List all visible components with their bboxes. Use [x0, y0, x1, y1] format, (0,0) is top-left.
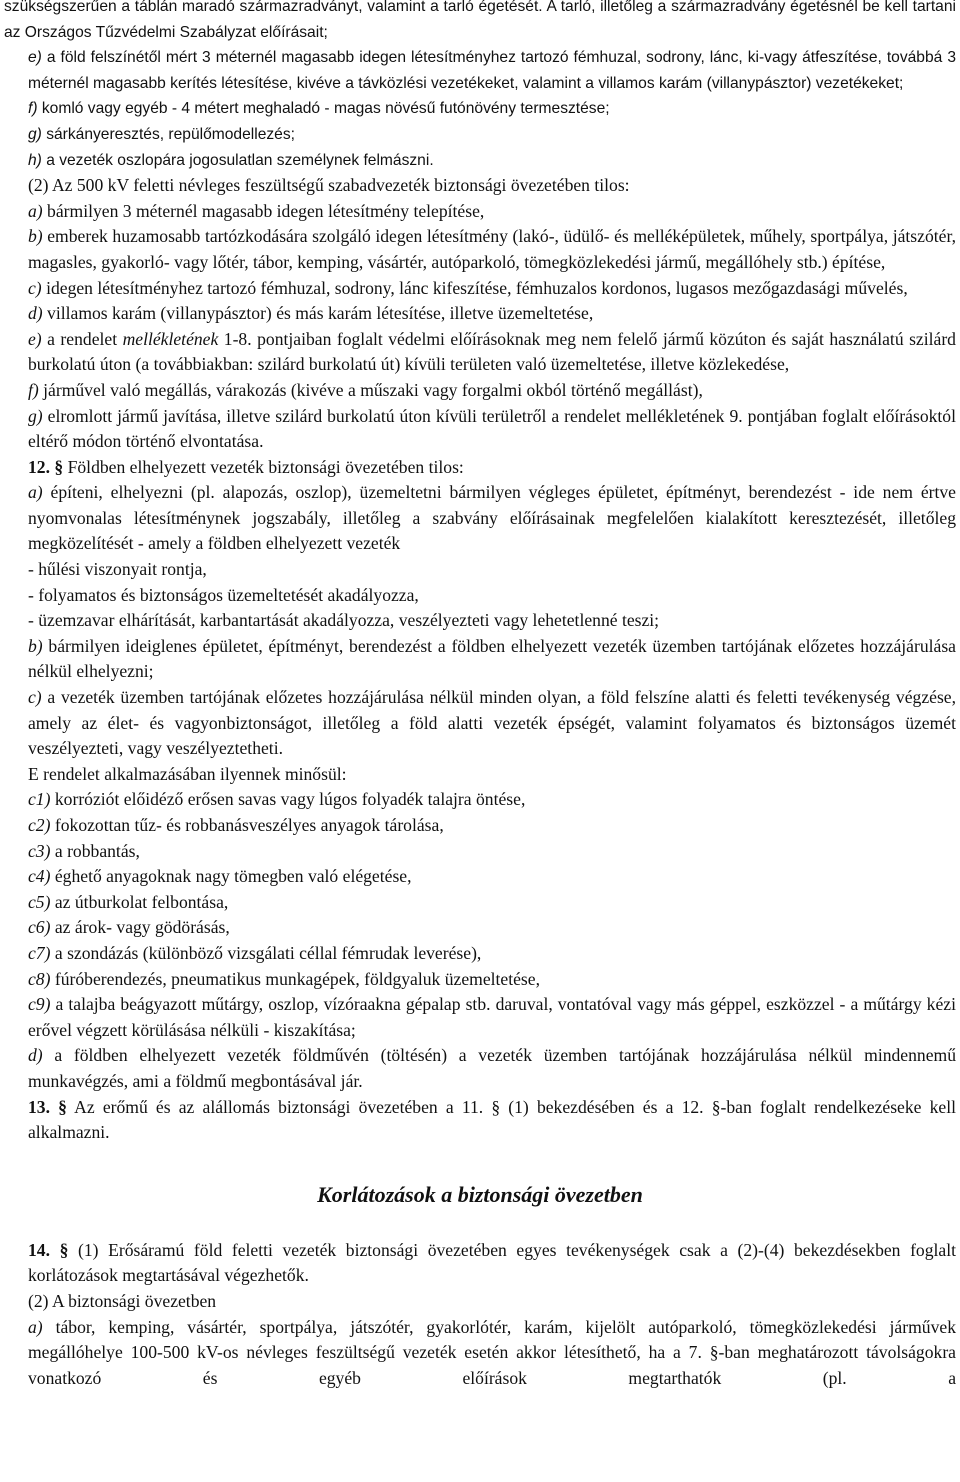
section-heading: Korlátozások a biztonsági övezetben	[317, 1181, 643, 1207]
item-e-metal-wire: e) a föld felszínétől mért 3 méternél magasabb idegen létesítményhez tartozó fémhuzal, sodrony, lánc, ki-vagy átfeszítése, továbbá 3 méternél magasabb kerítés létesítése, kivéve a távközlési vezetékeket, valamint a villamos karám (villanypásztor) vezetékeket;	[28, 49, 956, 92]
s12-dash-1: - hűlési viszonyait rontja,	[28, 559, 207, 580]
item-d-electric-fence: d) villamos karám (villanypásztor) és más karám létesítése, illetve üzemeltetése,	[28, 303, 594, 324]
section-sign-icon: §	[59, 1239, 69, 1260]
item-g-repair: g) elromlott jármű javítása, illetve szilárd burkolatú úton kívüli területről a rendelet mellékletének 9. pontjában foglalt előírásoktól eltérő módon történő elvontatása.	[28, 405, 956, 452]
s12-item-c6: c6) az árok- vagy gödörásás,	[28, 917, 230, 938]
section-14-para-2: (2) A biztonsági övezetben	[28, 1290, 217, 1311]
s12-dash-3: - üzemzavar elhárítását, karbantartását akadályozza, veszélyezteti vagy lehetetlenné teszi;	[28, 610, 660, 631]
s12-definition-intro: E rendelet alkalmazásában ilyennek minősül:	[28, 763, 347, 784]
s12-item-c7: c7) a szondázás (különböző vizsgálati céllal fémrudak leverése),	[28, 942, 482, 963]
s12-item-c3: c3) a robbantás,	[28, 840, 140, 861]
paragraph-500kv-intro: (2) Az 500 kV feletti névleges feszültségű szabadvezeték biztonsági övezetében tilos:	[28, 175, 630, 196]
s12-dash-2: - folyamatos és biztonságos üzemeltetését akadályozza,	[28, 584, 419, 605]
item-b-buildings: b) emberek huzamosabb tartózkodására szolgáló idegen létesítmény (lakó-, üdülő- és melléképületek, műhely, sportpálya, játszótér, magasles, gyakorló- vagy lőtér, tábor, kemping, vásártér, autóparkoló, tömegközlekedési jármű, megállóhely stb.) építése,	[28, 226, 956, 272]
item-g-kites: g) sárkányeresztés, repülőmodellezés;	[28, 125, 295, 143]
s14-item-a: a) tábor, kemping, vásártér, sportpálya, játszótér, gyakorlótér, karám, kijelölt autóparkoló, tömegközlekedési járművek megállóhelye 100-500 kV-os névleges feszültségű vezeték esetén akkor létesíthető, ha a 7. §-ban meghatározott távolságokra vonatkozó és egyéb előírások megtarthatók (pl. a	[28, 1316, 956, 1388]
section-sign-icon: §	[54, 456, 64, 477]
s12-item-d: d) a földben elhelyezett vezeték földművén (töltésén) a vezeték üzemben tartójának hozzájárulása nélkül mindennemű munkavégzés, ami a földmű megbontásával jár.	[28, 1045, 956, 1091]
item-f-stopping: f) járművel való megállás, várakozás (kivéve a műszaki vagy forgalmi okból történő megállást),	[28, 379, 703, 400]
s12-item-c5: c5) az útburkolat felbontása,	[28, 891, 229, 912]
s12-item-c8: c8) fúróberendezés, pneumatikus munkagépek, földgyaluk üzemeltetése,	[28, 968, 540, 989]
item-a-facility: a) bármilyen 3 méternél magasabb idegen létesítmény telepítése,	[28, 200, 485, 221]
item-h-climbing: h) a vezeték oszlopára jogosulatlan személynek felmászni.	[28, 151, 434, 169]
s12-item-c: c) a vezeték üzemben tartójának előzetes hozzájárulása nélkül minden olyan, a föld felszíne alatti és feletti tevékenység végzése, amely az élet- és vagyonbiztonságot, illetőleg a föld alatti vezeték épségét, valamint folyamatos és biztonságos üzemét veszélyezteti, vagy veszélyeztetheti.	[28, 687, 956, 759]
s12-item-a: a) építeni, elhelyezni (pl. alapozás, oszlop), üzemeltetni bármilyen végleges épületet, építményt, berendezést - ide nem értve nyomvonalas létesítménynek jogszabály, illetőleg a szabvány előírásainak megfelelően kialakított keresztezését, illetőleg megközelítését - amely a földben elhelyezett vezeték	[28, 482, 956, 554]
item-e-vehicles: e) a rendelet mellékletének 1-8. pontjaiban foglalt védelmi előírásoknak meg nem felelő jármű közúton és saját használatú szilárd burkolatú úton (a továbbiakban: szilárd burkolatú út) kívüli területen való üzemeltetése, illetve közlekedése,	[28, 328, 956, 375]
section-13: 13. § Az erőmű és az alállomás biztonsági övezetében a 11. § (1) bekezdésében és a 12. §-ban foglalt rendelkezéseke kell alkalmazni.	[28, 1096, 956, 1143]
paragraph-stubble-burning: szükségszerűen a táblán maradó származradványt, valamint a tarló égetését. A tarló, illetőleg a származradvány égetésnél be kell tartani az Országos Tűzvédelmi Szabályzat előírásait;	[4, 0, 956, 41]
item-c-wire-tension: c) idegen létesítményhez tartozó fémhuzal, sodrony, lánc kifeszítése, fémhuzalos kordonos, lugasos mezőgazdasági művelés,	[28, 277, 908, 298]
s12-item-c2: c2) fokozottan tűz- és robbanásveszélyes anyagok tárolása,	[28, 815, 444, 835]
section-12-intro: 12. § Földben elhelyezett vezeték biztonsági övezetében tilos:	[28, 456, 464, 477]
s12-item-b: b) bármilyen ideiglenes épületet, építményt, berendezést a földben elhelyezett vezeték üzemben tartójának előzetes hozzájárulása nélkül elhelyezni;	[28, 635, 956, 682]
s12-item-c9: c9) a talajba beágyazott műtárgy, oszlop, vízóraakna gépalap stb. daruval, vontatóval vagy más géppel, eszközzel - a műtárgy kézi erővel végzett körülásása nélküli - kiszakítása;	[28, 994, 956, 1040]
section-sign-icon: §	[58, 1096, 67, 1117]
s12-item-c4: c4) éghető anyagoknak nagy tömegben való elégetése,	[28, 866, 412, 887]
item-f-hops: f) komló vagy egyéb - 4 métert meghaladó - magas növésű futónövény termesztése;	[28, 100, 610, 118]
section-14-para-1: 14. § (1) Erősáramú föld feletti vezeték biztonsági övezetében egyes tevékenységek csak a (2)-(4) bekezdésekben foglalt korlátozások megtartásával végezhetők.	[28, 1239, 957, 1286]
s12-item-c1: c1) korróziót előidéző erősen savas vagy lúgos folyadék talajra öntése,	[28, 789, 526, 810]
document-page	[4, 0, 956, 1391]
